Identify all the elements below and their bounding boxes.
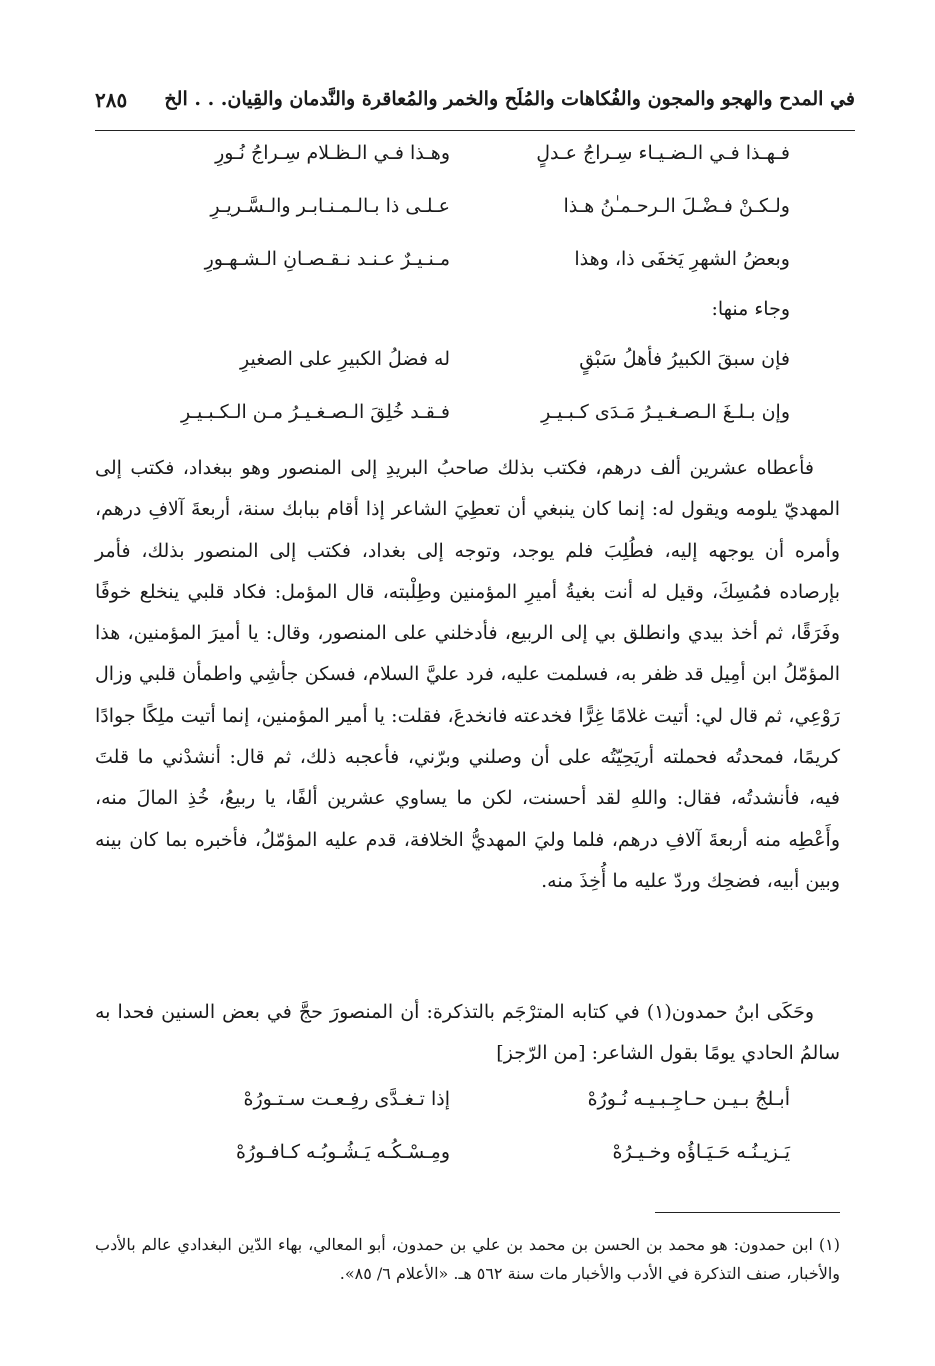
- verse-second-hemistich: عـلـى ذا بـالـمـنـابـر والـسَّـريـرِ: [210, 195, 450, 217]
- footnote-text: (١) ابن حمدون: هو محمد بن الحسن بن محمد بن علي بن حمدون، أبو المعالي، بهاء الدّين البغدادي عالم بالأدب والأخبار، صنف التذكرة في الأدب والأخبار مات سنة ٥٦٢ هـ. «الأعلام ٦/ ٨٥».: [95, 1235, 840, 1283]
- poem-block-2: [150, 348, 790, 454]
- verse-second-hemistich: فـقـد خُلِقَ الـصـغـيـرُ مـن الـكـبـيـرِ: [180, 401, 450, 423]
- verse-line: [150, 1141, 790, 1194]
- body-paragraph-2: [95, 992, 840, 1075]
- verse-first-hemistich: فإن سبقَ الكبيرُ فأهلُ سَبْقٍ: [579, 348, 790, 370]
- poem-block-1: [150, 142, 790, 301]
- page-number: ٢٨٥: [95, 88, 128, 112]
- verse-line: [150, 401, 790, 454]
- verse-first-hemistich: يَـزيـنُـه حَـيَـاؤُه وخـيـرُهْ: [612, 1141, 790, 1163]
- footnotes: [95, 1230, 840, 1288]
- verse-second-hemistich: وهـذا فـي الـظـلام سِـراجُ نُـورِ: [215, 142, 450, 164]
- verse-first-hemistich: وإن بـلـغَ الـصـغـيـرُ مَـدَى كـبـيـرِ: [541, 401, 790, 423]
- paragraph-text: فأعطاه عشرين ألف درهم، فكتب بذلك صاحبُ البريدِ إلى المنصور وهو ببغداد، فكتب إلى المهديّ يلومه ويقول له: إنما كان ينبغي أن تعطِيَ الشاعر إذا أقام ببابك سنة، أربعةَ آلافِ درهم، وأمره أن يوجهه إليه، فطُلِبَ فلم يوجد، وتوجه إلى بغداد، فكتب إلى المنصور بذلك، فأمر بإرصاده فمُسِكَ، وقيل له أنت بغيةُ أميرِ المؤمنين وطِلْبته، قال المؤمل: فكاد قلبي ينخلع خوفًا وفَرَقًا، ثم أخذ بيدي وانطلق بي إلى الربيع، فأدخلني على المنصور، وقال: يا أميرَ المؤمنين، هذا المؤمّلُ ابن أمِيل قد ظفر به، فسلمت عليه، فرد عليَّ السلام، فسكن جأشِي واطمأن قلبي وزال رَوْعِي، ثم قال لي: أتيت غلامًا غِرًّا فخدعته فانخدعَ، فقلت: يا أمير المؤمنين، إنما أتيت ملِكًا جوادًا كريمًا، فمحدتُه فحملته أريَحِيّتُه على أن وصلني وبرّني، فأعجبه ذلك، ثم قال: أنشدْني ما قلتَ فيه، فأنشدتُه، فقال: واللهِ لقد أحسنت، لكن ما يساوي عشرين ألفًا، يا ربيعُ، خُذِ المالَ منه، وأَعْطِه منه أربعةَ آلافِ درهم، فلما وليَ المهديُّ الخلافة، قدم عليه المؤمّلُ، فأخبره بما كان بينه وبين أبيه، فضحِك وردّ عليه ما أُخِذَ منه.: [95, 457, 840, 892]
- poem-block-3: [150, 1088, 790, 1194]
- verse-first-hemistich: أبـلجُ بـيـن حـاجِـبـيـه نُـورُهْ: [587, 1088, 790, 1110]
- verse-second-hemistich: له فضلُ الكبيرِ على الصغيرِ: [240, 348, 450, 370]
- intro-line: وجاء منها:: [711, 298, 790, 320]
- body-paragraph-1: [95, 448, 840, 902]
- verse-second-hemistich: ومِـسْـكُـه يَـشُـوبُـه كـافـورُهْ: [236, 1141, 450, 1163]
- verse-first-hemistich: ولـكـنْ فـضْـلَ الـرحـمـٰنُ هـذا: [563, 195, 790, 217]
- verse-second-hemistich: إذا تـغـدَّى رفِـعـت سـتـورُهْ: [243, 1088, 450, 1110]
- verse-line: [150, 248, 790, 301]
- verse-line: [150, 142, 790, 195]
- verse-first-hemistich: فـهـذا فـي الـضـيـاء سِـراجُ عـدلٍ: [536, 142, 790, 164]
- page-header: [95, 82, 855, 122]
- paragraph-text: وحَكَى ابنُ حمدون(١) في كتابه المترْجَم بالتذكرة: أن المنصورَ حجَّ في بعض السنين فحدا به سالمُ الحادي يومًا بقول الشاعر: [من الرّجز]: [95, 1001, 840, 1065]
- verse-second-hemistich: مـنـيـرٌ عـنـد نـقـصـانِ الـشـهـورِ: [204, 248, 450, 270]
- verse-line: [150, 1088, 790, 1141]
- header-rule: [95, 130, 855, 131]
- footnote-rule: [655, 1212, 840, 1213]
- verse-first-hemistich: وبعضُ الشهرِ يَخفَى ذا، وهذا: [574, 248, 790, 270]
- verse-line: [150, 348, 790, 401]
- verse-line: [150, 195, 790, 248]
- running-title: في المدح والهجو والمجون والفُكاهات والمُلَح والخمر والمُعاقرة والنَّدمان والقِيان. . . الخ: [164, 88, 855, 110]
